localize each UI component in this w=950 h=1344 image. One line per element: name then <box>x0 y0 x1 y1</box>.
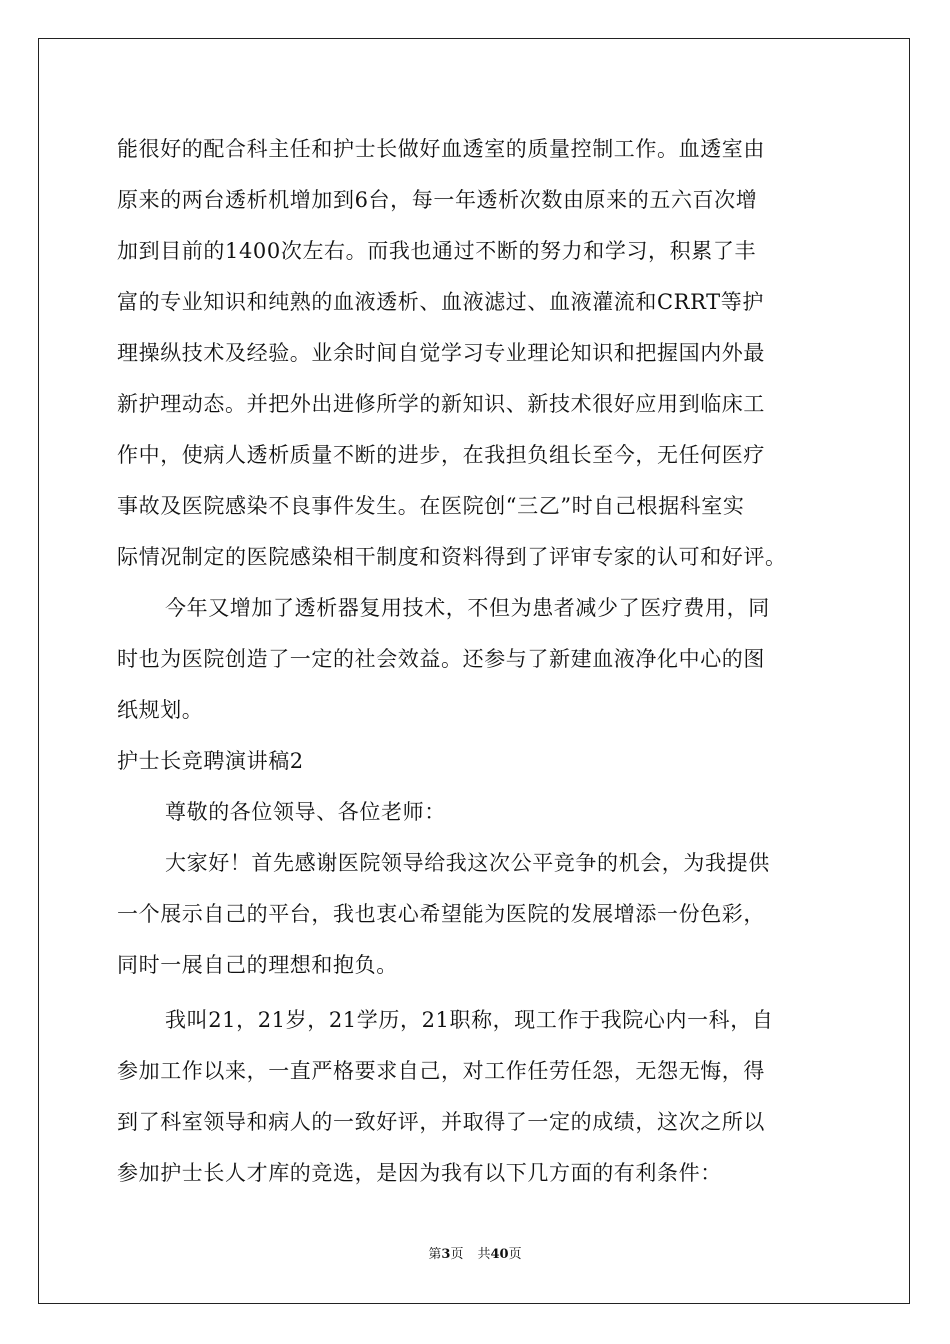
page-prefix: 第 <box>428 1247 442 1262</box>
text-line: 到了科室领导和病人的一致好评，并取得了一定的成绩，这次之所以 <box>117 1110 765 1134</box>
page-footer <box>0 1246 950 1264</box>
document-body <box>117 124 837 1199</box>
paragraph-start-line: 今年又增加了透析器复用技术，不但为患者减少了医疗费用，同 <box>165 596 770 620</box>
text-line: 时也为医院创造了一定的社会效益。还参与了新建血液净化中心的图 <box>117 647 765 671</box>
paragraph-start-line: 我叫21，21岁，21学历，21职称，现工作于我院心内一科，自 <box>165 1008 774 1032</box>
total-suffix: 页 <box>508 1247 522 1262</box>
text-line: 一个展示自己的平台，我也衷心希望能为医院的发展增添一份色彩， <box>117 902 765 926</box>
text-line: 加到目前的1400次左右。而我也通过不断的努力和学习，积累了丰 <box>117 239 757 263</box>
text-line: 际情况制定的医院感染相干制度和资料得到了评审专家的认可和好评。 <box>117 545 787 569</box>
text-line: 理操纵技术及经验。业余时间自觉学习专业理论知识和把握国内外最 <box>117 341 765 365</box>
text-line: 新护理动态。并把外出进修所学的新知识、新技术很好应用到临床工 <box>117 392 765 416</box>
page-current: 3 <box>441 1247 451 1262</box>
text-line: 同时一展自己的理想和抱负。 <box>117 953 398 977</box>
page-suffix: 页 <box>450 1247 464 1262</box>
text-line: 参加工作以来，一直严格要求自己，对工作任劳任怨，无怨无悔，得 <box>117 1059 765 1083</box>
total-prefix: 共 <box>477 1247 491 1262</box>
text-line: 参加护士长人才库的竞选，是因为我有以下几方面的有利条件： <box>117 1161 722 1185</box>
text-line: 事故及医院感染不良事件发生。在医院创“三乙”时自己根据科室实 <box>117 494 745 518</box>
text-line: 富的专业知识和纯熟的血液透析、血液滤过、血液灌流和CRRT等护 <box>117 290 764 314</box>
section-heading: 护士长竞聘演讲稿2 <box>117 749 304 773</box>
text-line: 作中，使病人透析质量不断的进步，在我担负组长至今，无任何医疗 <box>117 443 765 467</box>
text-line: 能很好的配合科主任和护士长做好血透室的质量控制工作。血透室由 <box>117 137 765 161</box>
paragraph-start-line: 大家好！首先感谢医院领导给我这次公平竞争的机会，为我提供 <box>165 851 770 875</box>
text-line: 纸规划。 <box>117 698 204 722</box>
text-line: 原来的两台透析机增加到6台，每一年透析次数由原来的五六百次增 <box>117 188 758 212</box>
salutation-line: 尊敬的各位领导、各位老师： <box>165 800 446 824</box>
page-total: 40 <box>490 1247 509 1262</box>
